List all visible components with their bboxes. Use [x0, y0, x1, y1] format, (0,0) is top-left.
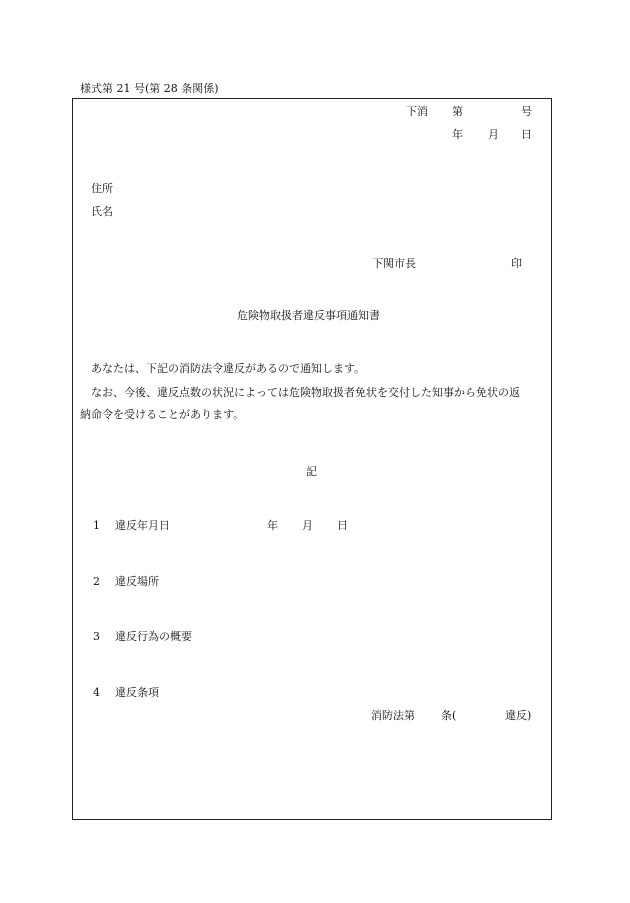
ref-go: 号 — [521, 105, 532, 118]
item-label-violation-summary: 違反行為の概要 — [115, 630, 192, 643]
office-code: 下消 — [406, 105, 428, 118]
date-day: 日 — [521, 128, 532, 141]
body-line-3: 納命令を受けることがあります。 — [80, 408, 245, 421]
body-line-1: あなたは、下記の消防法令違反があるので通知します。 — [91, 362, 366, 375]
article-ihan: 違反) — [505, 709, 532, 722]
item-number: 1 — [93, 519, 100, 532]
issuer-title: 下関市長 — [372, 257, 416, 270]
date-year: 年 — [452, 128, 463, 141]
item-number: 3 — [93, 630, 100, 643]
item1-day: 日 — [337, 519, 348, 532]
item-label-violated-article: 違反条項 — [115, 686, 159, 699]
article-jo: 条( — [441, 709, 457, 722]
date-month: 月 — [488, 128, 499, 141]
address-label: 住所 — [91, 182, 113, 195]
form-number-label: 様式第 21 号(第 28 条関係) — [80, 82, 219, 95]
ki-heading: 記 — [306, 465, 317, 478]
item-number: 4 — [93, 686, 100, 699]
ref-dai: 第 — [452, 105, 463, 118]
name-label: 氏名 — [91, 205, 113, 218]
body-line-2: なお、今後、違反点数の状況によっては危険物取扱者免状を交付した知事から免状の返 — [91, 386, 520, 399]
item-number: 2 — [93, 575, 100, 588]
seal-mark: 印 — [511, 257, 522, 270]
item1-month: 月 — [302, 519, 313, 532]
notice-frame — [72, 98, 552, 820]
item-label-violation-date: 違反年月日 — [115, 519, 170, 532]
item1-year: 年 — [267, 519, 278, 532]
article-law: 消防法第 — [371, 709, 415, 722]
document-title: 危険物取扱者違反事項通知書 — [237, 309, 380, 322]
item-label-violation-place: 違反場所 — [115, 575, 159, 588]
